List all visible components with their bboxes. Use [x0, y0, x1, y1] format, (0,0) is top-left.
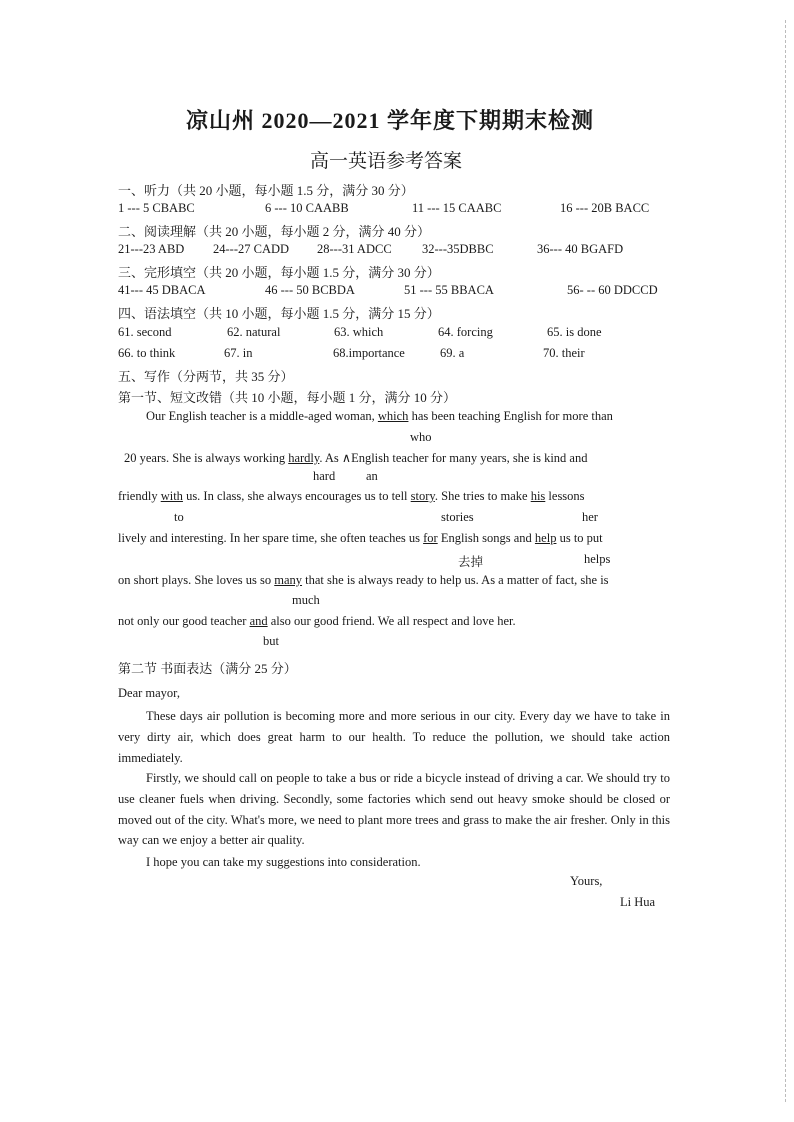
cloze-heading: 三、完形填空（共 20 小题，每小题 1.5 分，满分 30 分）: [118, 265, 440, 280]
correction-line-1: Our English teacher is a middle-aged woman, which has been teaching English for more than: [146, 409, 613, 423]
reading-answer: 32---35DBBC: [422, 242, 494, 256]
grammar-heading: 四、语法填空（共 10 小题，每小题 1.5 分，满分 15 分）: [118, 306, 440, 321]
listening-heading: 一、听力（共 20 小题，每小题 1.5 分，满分 30 分）: [118, 183, 414, 198]
page-title: 凉山州 2020—2021 学年度下期期末检测: [186, 108, 595, 133]
cloze-answer: 46 --- 50 BCBDA: [265, 283, 355, 297]
cloze-answer: 56- -- 60 DDCCD: [567, 283, 658, 297]
listening-answer: 6 --- 10 CAABB: [265, 201, 349, 215]
reading-answer: 21---23 ABD: [118, 242, 185, 256]
correction-word: hard: [313, 469, 336, 483]
reading-answer: 36--- 40 BGAFD: [537, 242, 624, 256]
grammar-answer: 66. to think: [118, 346, 176, 360]
error-correction-heading: 第一节、短文改错（共 10 小题，每小题 1 分，满分 10 分）: [118, 390, 457, 405]
grammar-answer: 67. in: [224, 346, 253, 360]
correction-word: stories: [441, 510, 474, 524]
listening-answer: 11 --- 15 CAABC: [412, 201, 502, 215]
correction-line-4: lively and interesting. In her spare time, she often teaches us for English songs and help us to put: [118, 531, 603, 545]
letter-paragraph-2: Firstly, we should call on people to take a bus or ride a bicycle instead of driving a car. We should try to use cleaner fuels when driving. Secondly, some factories which send out heavy smoke should be closed or moved out of the city. What's more, we need to plant more trees and grass to make the air fresher. Only in this way can we enjoy a better air quality.: [118, 771, 670, 848]
essay-heading: 第二节 书面表达（满分 25 分）: [118, 661, 297, 676]
grammar-answer: 63. which: [334, 325, 384, 339]
grammar-answer: 61. second: [118, 325, 172, 339]
grammar-answer: 62. natural: [227, 325, 281, 339]
grammar-answer: 64. forcing: [438, 325, 493, 339]
listening-answer: 16 --- 20B BACC: [560, 201, 650, 215]
cloze-answer: 51 --- 55 BBACA: [404, 283, 494, 297]
correction-line-2: 20 years. She is always working hardly. As ∧English teacher for many years, she is kind and: [124, 451, 588, 465]
grammar-answer: 69. a: [440, 346, 465, 360]
reading-answer: 24---27 CADD: [213, 242, 290, 256]
correction-word: who: [410, 430, 432, 444]
correction-word: her: [582, 510, 598, 524]
correction-word: an: [366, 469, 378, 483]
correction-word: to: [174, 510, 184, 524]
cloze-answer: 41--- 45 DBACA: [118, 283, 206, 297]
listening-answer: 1 --- 5 CBABC: [118, 201, 195, 215]
correction-word: but: [263, 634, 279, 648]
letter-closing: Yours,: [570, 874, 603, 888]
reading-heading: 二、阅读理解（共 20 小题，每小题 2 分，满分 40 分）: [118, 224, 431, 239]
correction-word: much: [292, 593, 320, 607]
correction-line-6: not only our good teacher and also our good friend. We all respect and love her.: [118, 614, 516, 628]
grammar-answer: 68.importance: [333, 346, 405, 360]
grammar-answer: 70. their: [543, 346, 585, 360]
correction-line-5: on short plays. She loves us so many that she is always ready to help us. As a matter of fact, she is: [118, 573, 609, 587]
correction-word: 去掉: [458, 554, 484, 569]
letter-signature: Li Hua: [620, 895, 656, 909]
letter-salutation: Dear mayor,: [118, 686, 180, 700]
grammar-answer: 65. is done: [547, 325, 602, 339]
letter-paragraph-3: I hope you can take my suggestions into consideration.: [146, 855, 421, 869]
correction-word: helps: [584, 552, 611, 566]
page-subtitle: 高一英语参考答案: [310, 151, 463, 172]
scan-edge: [785, 20, 786, 1102]
reading-answer: 28---31 ADCC: [317, 242, 392, 256]
letter-paragraph-1: These days air pollution is becoming more and more serious in our city. Every day we have to take in very dirty air, which does great harm to our health. To reduce the pollution, we should take action immediately.: [118, 709, 670, 765]
writing-heading: 五、写作（分两节，共 35 分）: [118, 369, 294, 384]
correction-line-3: friendly with us. In class, she always encourages us to tell story. She tries to make his lessons: [118, 489, 585, 503]
